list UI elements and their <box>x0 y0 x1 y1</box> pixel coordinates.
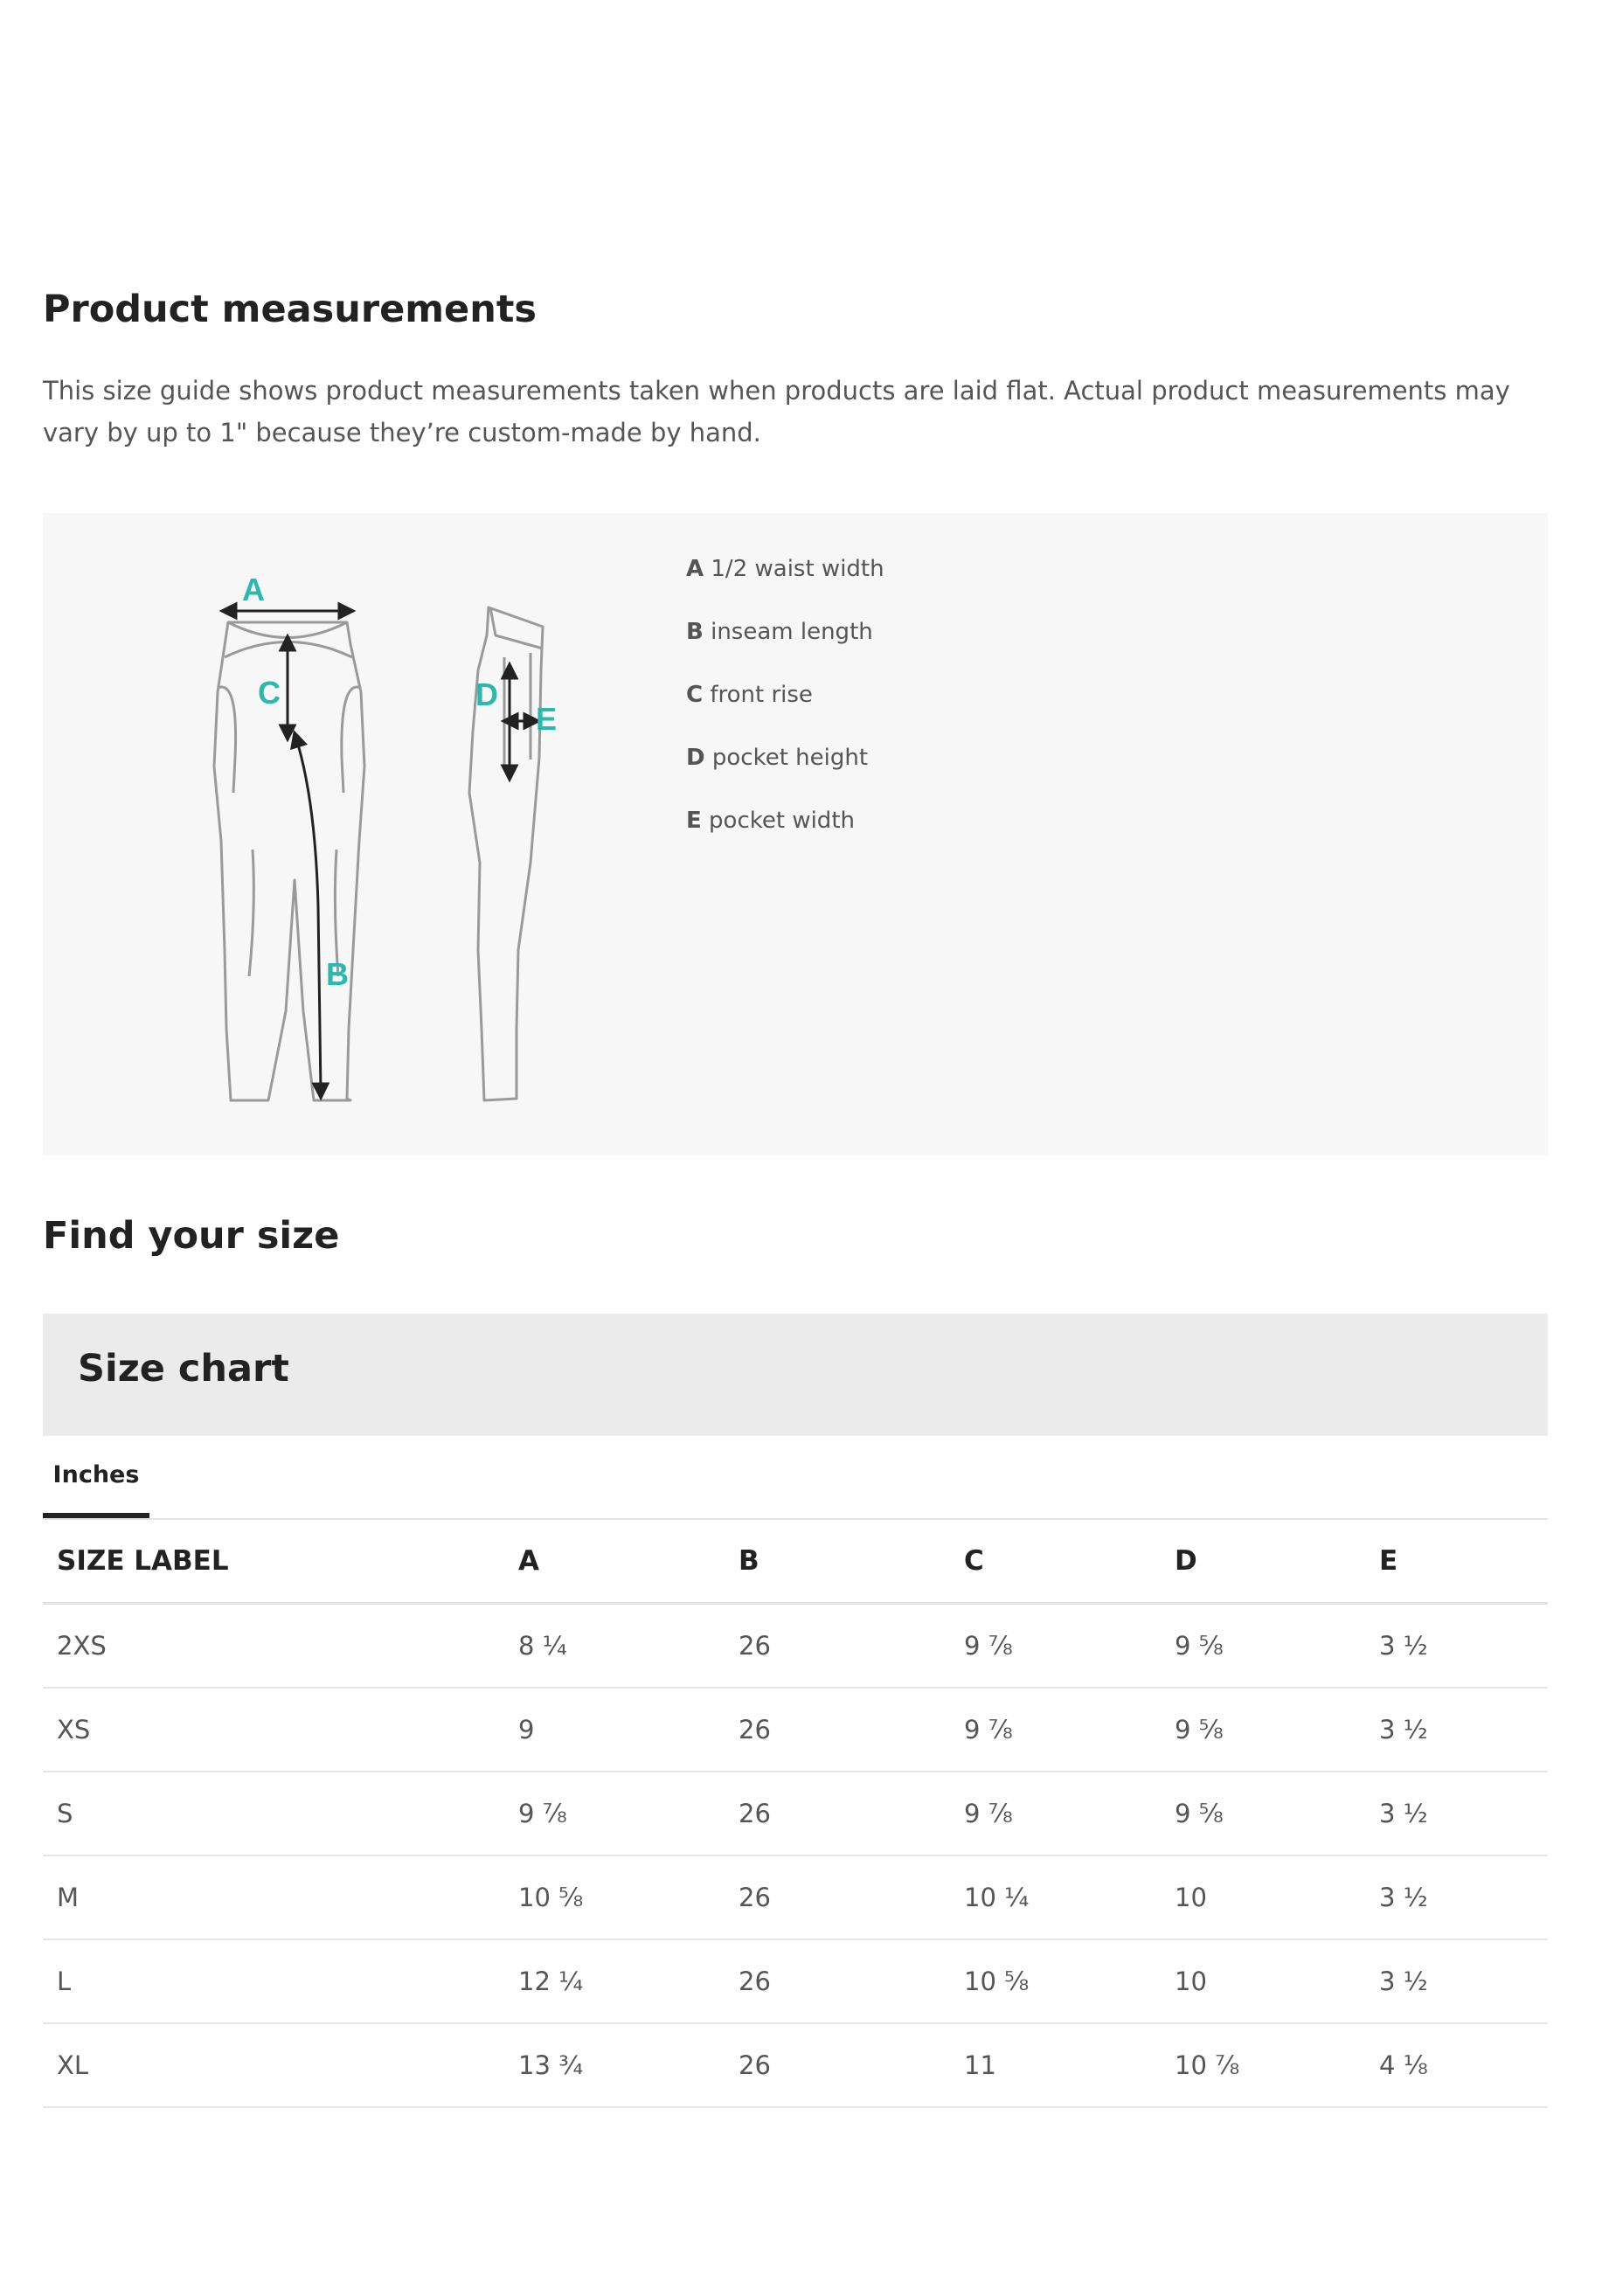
table-cell: 9 ⅞ <box>518 1772 739 1856</box>
table-row <box>43 2023 1548 2107</box>
table-cell: 3 ½ <box>1379 1856 1548 1939</box>
table-cell: 10 ⅞ <box>1175 2023 1379 2107</box>
table-header-row <box>43 1520 1548 1604</box>
size-chart-header <box>43 1314 1548 1436</box>
measurement-legend <box>686 553 884 868</box>
column-header-e: E <box>1379 1520 1548 1604</box>
legend-key: B <box>686 619 704 645</box>
legend-label: front rise <box>710 682 813 708</box>
measurements-description: This size guide shows product measurements taken when products are laid flat. Actual product measurements may vary by up to 1" because they’re custom-made by hand. <box>43 376 1510 447</box>
table-cell: 3 ½ <box>1379 1939 1548 2023</box>
size-label-cell: XS <box>43 1688 518 1772</box>
table-row <box>43 1772 1548 1856</box>
table-row <box>43 1688 1548 1772</box>
legend-item <box>686 679 884 742</box>
table-cell: 10 ⅝ <box>964 1939 1175 2023</box>
legend-label: pocket height <box>711 745 869 771</box>
table-cell: 10 <box>1175 1939 1379 2023</box>
legend-key: A <box>686 556 704 582</box>
find-your-size-title: Find your size <box>43 1214 340 1258</box>
size-label-cell: M <box>43 1856 518 1939</box>
table-cell: 26 <box>739 1856 964 1939</box>
legend-key: D <box>686 745 705 771</box>
size-label-cell: S <box>43 1772 518 1856</box>
table-cell: 3 ½ <box>1379 1604 1548 1689</box>
table-cell: 26 <box>739 1939 964 2023</box>
table-cell: 9 ⅝ <box>1175 1772 1379 1856</box>
table-cell: 10 <box>1175 1856 1379 1939</box>
column-header-a: A <box>518 1520 739 1604</box>
column-header-size-label: SIZE LABEL <box>43 1520 518 1604</box>
table-cell: 9 <box>518 1688 739 1772</box>
front-view-leggings <box>214 622 364 1100</box>
diagram-letter-d: D <box>475 676 498 712</box>
table-cell: 26 <box>739 2023 964 2107</box>
diagram-letter-b: B <box>326 956 349 992</box>
size-label-cell: XL <box>43 2023 518 2107</box>
table-cell: 26 <box>739 1604 964 1689</box>
table-cell: 9 ⅞ <box>964 1772 1175 1856</box>
measurement-diagram-panel <box>43 513 1548 1155</box>
table-cell: 8 ¼ <box>518 1604 739 1689</box>
table-cell: 3 ½ <box>1379 1688 1548 1772</box>
table-cell: 10 ¼ <box>964 1856 1175 1939</box>
legend-item <box>686 742 884 805</box>
legend-item <box>686 616 884 679</box>
table-cell: 9 ⅞ <box>964 1604 1175 1689</box>
tab-inches[interactable]: Inches <box>43 1436 149 1518</box>
size-label-cell: L <box>43 1939 518 2023</box>
legend-key: C <box>686 682 704 708</box>
diagram-letter-e: E <box>536 701 558 737</box>
table-cell: 12 ¼ <box>518 1939 739 2023</box>
size-table <box>43 1520 1548 2108</box>
diagram-letter-a: A <box>242 572 265 607</box>
legend-label: 1/2 waist width <box>711 556 884 582</box>
table-cell: 9 ⅝ <box>1175 1688 1379 1772</box>
unit-tabs <box>43 1436 1548 1520</box>
table-cell: 9 ⅞ <box>964 1688 1175 1772</box>
column-header-c: C <box>964 1520 1175 1604</box>
table-cell: 4 ⅛ <box>1379 2023 1548 2107</box>
size-chart-title: Size chart <box>78 1347 289 1391</box>
legend-item <box>686 805 884 868</box>
column-header-d: D <box>1175 1520 1379 1604</box>
leggings-diagram <box>165 539 585 1134</box>
table-row <box>43 1856 1548 1939</box>
legend-label: inseam length <box>711 619 873 645</box>
size-label-cell: 2XS <box>43 1604 518 1689</box>
table-cell: 11 <box>964 2023 1175 2107</box>
table-cell: 10 ⅝ <box>518 1856 739 1939</box>
table-row <box>43 1939 1548 2023</box>
legend-item <box>686 553 884 616</box>
table-cell: 9 ⅝ <box>1175 1604 1379 1689</box>
table-cell: 13 ¾ <box>518 2023 739 2107</box>
diagram-letter-c: C <box>258 675 281 711</box>
table-cell: 26 <box>739 1772 964 1856</box>
legend-key: E <box>686 808 702 834</box>
product-measurements-title: Product measurements <box>43 288 537 331</box>
table-cell: 3 ½ <box>1379 1772 1548 1856</box>
table-cell: 26 <box>739 1688 964 1772</box>
column-header-b: B <box>739 1520 964 1604</box>
legend-label: pocket width <box>709 808 855 834</box>
table-row <box>43 1604 1548 1689</box>
